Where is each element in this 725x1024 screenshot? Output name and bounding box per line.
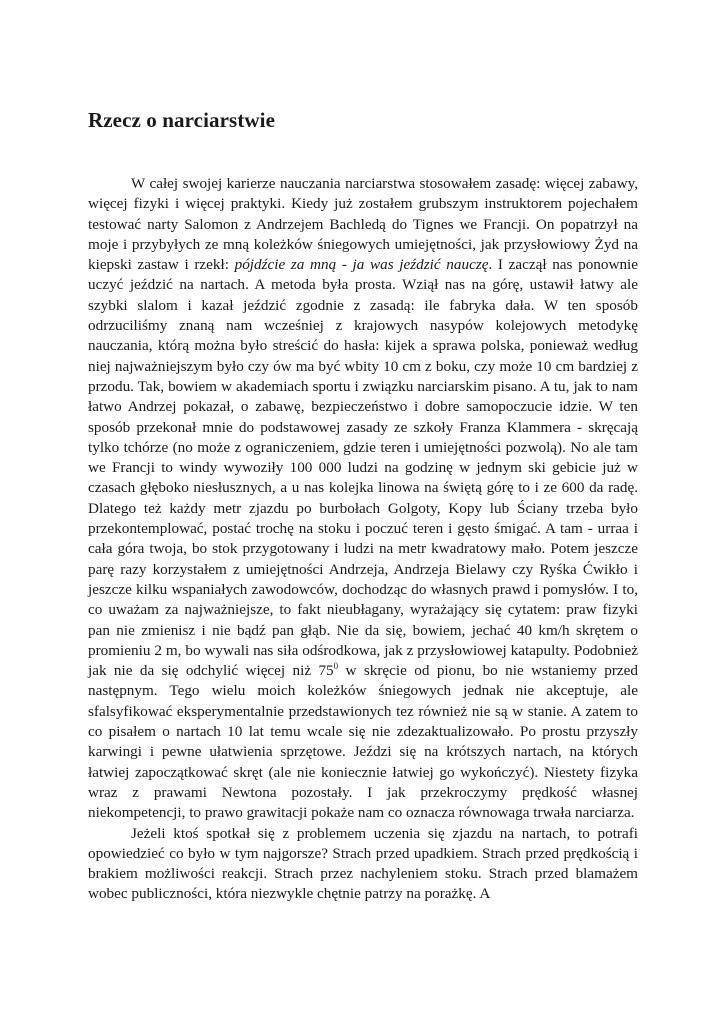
degree-superscript: 0 [333,661,339,672]
paragraph [88,174,638,824]
quote-text: pójdźcie za mną - ja was jeździć nauczę [234,256,489,274]
paragraph: Jeżeli ktoś spotkał się z problemem uczenia się zjazdu na nartach, to potrafi opowiedzieć co było w tym najgorsze? Strach przed upadkiem. Strach przed prędkością i brakiem możliwości reakcji. Strach przez nachyleniem stoku. Strach przed blamażem wobec publiczności, która niezwykle chętnie patrzy na porażkę. A [88,824,638,903]
document-body [88,174,638,905]
paragraph-text: W całej swojej karierze nauczania narciarstwa stosowałem zasadę: więcej zabawy, więcej fizyki i więcej praktyki. Kiedy już zostałem grubszym instruktorem pojechałem testować narty Salomon z Andrzejem Bachledą do Tignes we Francji. On popatrzył na moje i przybyłych ze mną koleżków śniegowych umiejętności, jak przysłowiowy Żyd na kiepski zastaw i rzekł: [88,175,638,274]
paragraph-text: w skręcie od pionu, bo nie wstaniemy przed następnym. Tego wielu moich koleżków śniegowych jednak nie akceptuje, ale sfalsyfikować eksperymentalnie przedstawionych tez również nie są w stanie. A zatem to co pisałem o nartach 10 lat temu wcale się nie zdezaktualizowało. Po prostu przyszły karwingi i pewne ułatwienia sprzętowe. Jeździ się na krótszych nartach, na których łatwiej zapoczątkować skręt (ale nie koniecznie łatwiej go wykończyć). Niestety fizyka wraz z prawami Newtona pozostały. I jak przekroczymy prędkość własnej niekompetencji, to prawo grawitacji pokaże nam co oznacza równowaga trwała narciarza. [88,662,638,822]
document-title: Rzecz o narciarstwie [88,108,276,132]
paragraph-text: . I zaczął nas ponownie uczyć jeździć na nartach. A metoda była prosta. Wziął nas na górę, ustawił łatwy ale szybki slalom i kazał jeździć zgodnie z zasadą: ile fabryka dała. W ten sposób odrzuciliśmy znaną nam wcześniej z krajowych nasypów kolejowych metodykę nauczania, którą można było streścić do hasła: kijek a sprawa polska, ponieważ według niej najważniejszym było czy ów ma być wbity 10 cm z boku, czy może 10 cm bardziej z przodu. Tak, bowiem w akademiach sportu i związku narciarskim pisano. A tu, jak to nam łatwo Andrzej pokazał, o zabawę, bezpieczeństwo i dobre samopoczucie idzie. W ten sposób przekonał mnie do podstawowej zasady ze szkoły Franza Klammera - skręcają tylko tchórze (no może z ograniczeniem, gdzie teren i umiejętności pozwolą). No ale tam we Francji to windy wywoziły 100 000 ludzi na godzinę w jednym ski gebicie już w czasach głęboko niesłusznych, a u nas kolejka linowa na świętą górę to i ze 600 da radę. Dlatego też każdy metr zjazdu po burbołach Golgoty, Kopy lub Ściany trzeba było przekontemplować, postać trochę na stoku i poczuć teren i gęsto śmigać. A tam - urraa i cała góra twoja, bo stok przygotowany i ludzi na metr kwadratowy mało. Potem jeszcze parę razy korzystałem z umiejętności Andrzeja, Andrzeja Bielawy czy Ryśka Ćwikło i jeszcze kilku wspaniałych zawodowców, dochodząc do własnych prawd i pomysłów. I to, co uważam za najważniejsze, to fakt nieubłagany, wyrażający się cytatem: praw fizyki pan nie zmienisz i nie bądź pan głąb. Nie da się, bowiem, jechać 40 km/h skrętem o promieniu 2 m, bo wywali nas siła odśrodkowa, jak z przysłowiowej katapulty. Podobnież jak nie da się odchylić więcej niż 75 [88,256,639,680]
